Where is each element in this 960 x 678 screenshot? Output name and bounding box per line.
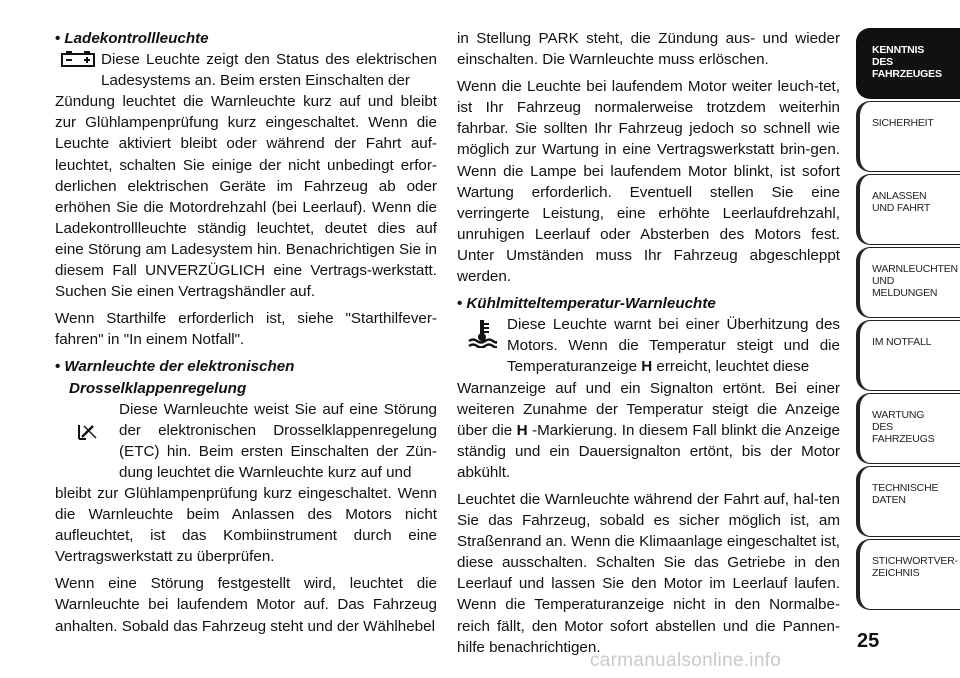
jumpstart-note: Wenn Starthilfe erforderlich ist, siehe "Starthilfever-fahren" in "In einem Notfall". — [55, 310, 437, 349]
page-number: 25 — [857, 630, 880, 652]
chapter-tab-7[interactable] — [856, 466, 960, 537]
right-column — [457, 28, 840, 658]
chapter-tab-label: UND — [872, 275, 895, 287]
chapter-tab-label: WARNLEUCHTEN — [872, 263, 958, 275]
left-column — [55, 28, 437, 637]
chapter-tab-label: TECHNISCHE — [872, 482, 939, 494]
chapter-tab-label: IM NOTFALL — [872, 336, 932, 348]
chapter-tab-label: UND FAHRT — [872, 202, 931, 214]
park-text: in Stellung PARK steht, die Zündung aus- und wieder einschalten. Die Warnleuchte muss erlöschen. — [457, 30, 840, 69]
battery-body: Zündung leuchtet die Warnleuchte kurz auf und bleibt zur Glühlampenprüfung kurz eingeschaltet. Wenn die Leuchte aktiviert bleibt oder während der Fahrt auf-leuchtet, schalten Sie einige der nicht unbedingt erfor-derlichen elektrischen Geräte im Fahrzeug ab oder erhöhen Sie die Motordrehzahl (bei Leerlauf). Wenn die Ladekontrollleuchte ständig leuchtet, deutet dies auf eine Störung am Ladesystem hin. Benachrichtigen Sie in diesem Fall UNVERZÜGLICH eine Vertrags-werkstatt. Suchen Sie einen Vertragshändler auf. — [55, 93, 437, 301]
running-text: Wenn die Leuchte bei laufendem Motor weiter leuch-tet, ist Ihr Fahrzeug normalerweise trotzdem weiterhin fahrbar. Sie sollten Ihr Fahrzeug jedoch so schnell wie möglich zur Wartung in eine Vertragswerkstatt brin-gen. Wenn die Lampe bei laufendem Motor blinkt, ist sofort Wartung erforderlich. Eventuell stellen Sie eine verringerte Leistung, eine erhöhte Leerlaufdrehzahl, unruhigen Leerlauf oder Absterben des Motors fest. Unter Umständen muss Ihr Fahrzeug abgeschleppt werden. — [457, 78, 840, 286]
chapter-tab-label: STICHWORTVER- — [872, 555, 958, 567]
battery-icon — [55, 49, 101, 67]
chapter-tab-label: KENNTNIS — [872, 44, 925, 56]
coolant-intro — [457, 314, 840, 377]
chapter-tab-label: WARTUNG — [872, 409, 925, 421]
chapter-tab-label: DES — [872, 421, 893, 433]
coolant-intro-text: Diese Leuchte warnt bei einer Überhitzung des Motors. Wenn die Temperatur steigt und die Temperaturanzeige H erreicht, leuchtet diese — [507, 316, 840, 376]
chapter-tab-label: FAHRZEUGES — [872, 68, 942, 80]
chapter-tab-label: ANLASSEN — [872, 190, 927, 202]
coolant-body: Warnanzeige auf und ein Signalton ertönt. Bei einer weiteren Zunahme der Temperatur steigt die Anzeige über die H -Markierung. In diesem Fall blinkt die Anzeige ständig und ein Dauersignalton ertönt, bis der Motor abkühlt. — [457, 379, 840, 481]
chapter-tab-label: MELDUNGEN — [872, 287, 938, 299]
coolant-heading: • Kühlmitteltemperatur-Warnleuchte — [457, 295, 716, 313]
throttle-intro-text: Diese Warnleuchte weist Sie auf eine Störung der elektronischen Drosselklappenregelung (ETC) hin. Beim ersten Einschalten der Zün-dung leuchtet die Warnleuchte kurz auf und — [119, 400, 437, 481]
throttle-heading: • Warnleuchte der elektronischen — [55, 358, 295, 376]
throttle-fault: Wenn eine Störung festgestellt wird, leuchtet die Warnleuchte bei laufendem Motor auf. Das Fahrzeug anhalten. Sobald das Fahrzeug steht und der Wählhebel — [55, 575, 437, 635]
watermark: carmanualsonline.info — [590, 650, 782, 671]
chapter-tab-label: SICHERHEIT — [872, 117, 934, 129]
chapter-tab-label: DATEN — [872, 494, 906, 506]
throttle-intro — [55, 399, 437, 483]
throttle-heading-line2: Drosselklappenregelung — [69, 379, 247, 397]
chapter-tab-label: ZEICHNIS — [872, 567, 920, 579]
chapter-tabs — [856, 28, 960, 612]
chapter-tab-3[interactable] — [856, 174, 960, 245]
chapter-tab-label: DES — [872, 56, 893, 68]
chapter-tab-2[interactable] — [856, 101, 960, 172]
chapter-tab-label: FAHRZEUGS — [872, 433, 935, 445]
throttle-icon — [55, 399, 119, 443]
throttle-body: bleibt zur Glühlampenprüfung kurz eingeschaltet. Wenn die Warnleuchte beim Anlassen des Motors nicht aufleuchtet, ist das Kombiinstrument durch eine Vertragswerkstatt zu überprüfen. — [55, 484, 437, 566]
chapter-tab-1[interactable] — [856, 28, 960, 99]
battery-intro-text: Diese Leuchte zeigt den Status des elektrischen Ladesystems an. Beim ersten Einschalten der — [101, 51, 437, 90]
battery-heading: • Ladekontrollleuchte — [55, 30, 209, 47]
coolant-temperature-icon — [457, 314, 507, 348]
coolant-driving: Leuchtet die Warnleuchte während der Fahrt auf, hal-ten Sie das Fahrzeug, sobald es sicher möglich ist, am Straßenrand an. Wenn die Klimaanlage eingeschaltet ist, diese ausschalten. Schalten Sie das Getriebe in den Leerlauf und lassen Sie den Motor im Leerlauf laufen. Wenn die Temperaturanzeige nicht in den Normalbe-reich fällt, den Motor sofort abstellen und die Pannen-hilfe benachrichtigen. — [457, 490, 841, 656]
battery-intro — [55, 49, 437, 91]
chapter-tab-6[interactable] — [856, 393, 960, 464]
chapter-tab-8[interactable] — [856, 539, 960, 610]
chapter-tab-5[interactable] — [856, 320, 960, 391]
chapter-tab-4[interactable] — [856, 247, 960, 318]
